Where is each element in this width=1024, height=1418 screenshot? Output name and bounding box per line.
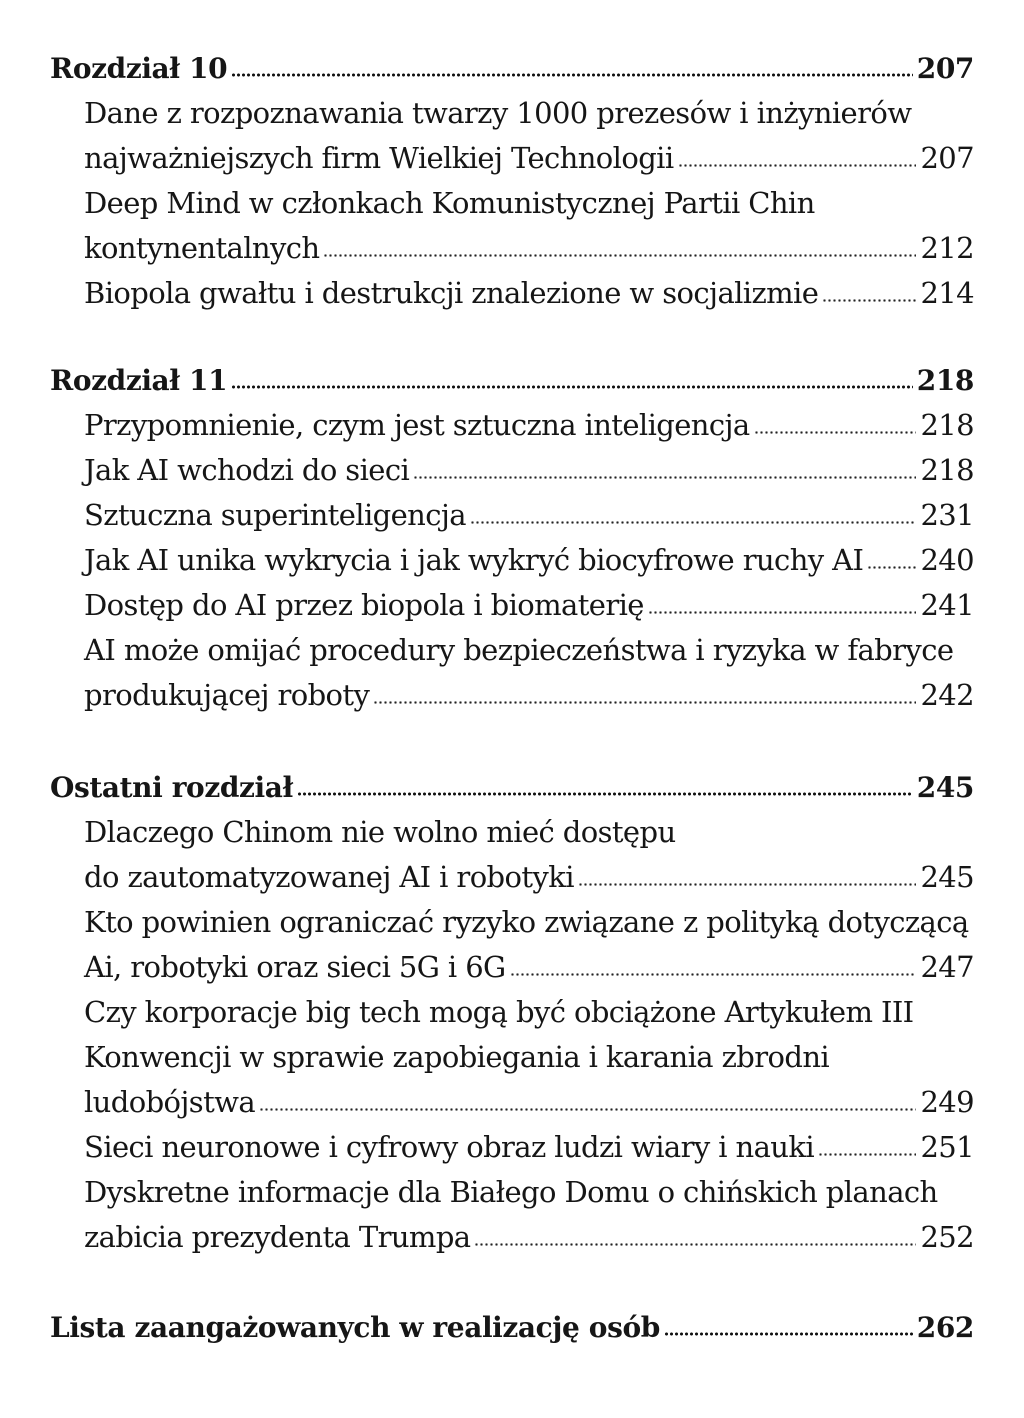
toc-entry[interactable] xyxy=(50,900,974,990)
dot-leader xyxy=(413,476,916,479)
dot-leader xyxy=(323,254,916,257)
entry-line xyxy=(50,448,974,493)
entry-line xyxy=(50,91,974,136)
entry-line xyxy=(50,538,974,583)
chapter-page-number: 262 xyxy=(916,1311,974,1344)
entry-text: Dane z rozpoznawania twarzy 1000 prezesów i inżynierów xyxy=(84,96,912,130)
chapter-title: Ostatni rozdział xyxy=(50,771,293,804)
entry-page-number: 245 xyxy=(920,860,974,894)
entry-page-number: 241 xyxy=(920,588,974,622)
entry-text: Sztuczna superinteligencja xyxy=(84,498,466,532)
entry-line xyxy=(50,583,974,628)
toc-entry[interactable] xyxy=(50,403,974,448)
entry-text: Czy korporacje big tech mogą być obciążone Artykułem III xyxy=(84,995,914,1029)
toc-entry[interactable] xyxy=(50,91,974,181)
entry-text: Przypomnienie, czym jest sztuczna inteligencja xyxy=(84,408,750,442)
toc-entry[interactable] xyxy=(50,1125,974,1170)
entry-line xyxy=(50,945,974,990)
entry-line xyxy=(50,1080,974,1125)
entry-line xyxy=(50,673,974,718)
dot-leader xyxy=(678,164,917,167)
entry-text: kontynentalnych xyxy=(84,231,320,265)
dot-leader xyxy=(470,521,916,524)
dot-leader xyxy=(754,431,917,434)
entry-line xyxy=(50,136,974,181)
toc-entry[interactable] xyxy=(50,493,974,538)
entry-line xyxy=(50,1125,974,1170)
chapter-heading[interactable] xyxy=(50,358,974,403)
entry-line xyxy=(50,1170,974,1215)
dot-leader xyxy=(867,566,916,569)
entry-page-number: 242 xyxy=(920,678,974,712)
chapter-title: Lista zaangażowanych w realizację osób xyxy=(50,1311,660,1344)
chapter-page-number: 207 xyxy=(916,52,974,85)
dot-leader xyxy=(578,883,917,886)
dot-leader xyxy=(259,1108,916,1111)
last-chapter-section xyxy=(50,765,974,1260)
entry-line xyxy=(50,1035,974,1080)
entry-text: do zautomatyzowanej AI i robotyki xyxy=(84,860,574,894)
dot-leader xyxy=(373,701,916,704)
entry-text: Deep Mind w członkach Komunistycznej Partii Chin xyxy=(84,186,815,220)
entry-page-number: 231 xyxy=(920,498,974,532)
entry-line xyxy=(50,403,974,448)
toc-entry[interactable] xyxy=(50,1170,974,1260)
entry-page-number: 240 xyxy=(920,543,974,577)
dot-leader xyxy=(818,1153,916,1156)
chapter-heading[interactable] xyxy=(50,765,974,810)
chapter-title: Rozdział 11 xyxy=(50,364,228,397)
entry-line xyxy=(50,1215,974,1260)
toc-entry[interactable] xyxy=(50,181,974,271)
chapter-11-section xyxy=(50,358,974,718)
entry-text: najważniejszych firm Wielkiej Technologii xyxy=(84,141,674,175)
entry-text: Biopola gwałtu i destrukcji znalezione w socjalizmie xyxy=(84,276,819,310)
entry-page-number: 218 xyxy=(920,408,974,442)
entry-line xyxy=(50,900,974,945)
entry-page-number: 212 xyxy=(920,231,974,265)
entry-page-number: 207 xyxy=(920,141,974,175)
dot-leader xyxy=(664,1332,913,1336)
dot-leader xyxy=(474,1243,916,1246)
credits-section xyxy=(50,1305,974,1350)
toc-entry[interactable] xyxy=(50,810,974,900)
chapter-page-number: 245 xyxy=(916,771,974,804)
entry-page-number: 251 xyxy=(920,1130,974,1164)
toc-entry[interactable] xyxy=(50,628,974,718)
chapter-10-section xyxy=(50,46,974,316)
toc-entry[interactable] xyxy=(50,583,974,628)
entry-text: Sieci neuronowe i cyfrowy obraz ludzi wiary i nauki xyxy=(84,1130,815,1164)
chapter-page-number: 218 xyxy=(916,364,974,397)
entry-text: produkującej roboty xyxy=(84,678,370,712)
entry-line xyxy=(50,628,974,673)
entry-page-number: 249 xyxy=(920,1085,974,1119)
entry-text: zabicia prezydenta Trumpa xyxy=(84,1220,471,1254)
chapter-heading[interactable] xyxy=(50,46,974,91)
entry-line xyxy=(50,493,974,538)
entry-page-number: 247 xyxy=(920,950,974,984)
dot-leader xyxy=(822,299,916,302)
entry-line xyxy=(50,810,974,855)
entry-text: Ai, robotyki oraz sieci 5G i 6G xyxy=(84,950,506,984)
entry-text: AI może omijać procedury bezpieczeństwa i ryzyka w fabryce xyxy=(84,633,954,667)
entry-text: Dlaczego Chinom nie wolno mieć dostępu xyxy=(84,815,676,849)
entry-line xyxy=(50,271,974,316)
entry-page-number: 214 xyxy=(920,276,974,310)
dot-leader xyxy=(231,73,913,77)
toc-entry[interactable] xyxy=(50,448,974,493)
entry-page-number: 218 xyxy=(920,453,974,487)
entry-text: Kto powinien ograniczać ryzyko związane z polityką dotyczącą xyxy=(84,905,969,939)
chapter-heading[interactable] xyxy=(50,1305,974,1350)
entry-text: Dyskretne informacje dla Białego Domu o chińskich planach xyxy=(84,1175,938,1209)
entry-text: Dostęp do AI przez biopola i biomaterię xyxy=(84,588,644,622)
chapter-title: Rozdział 10 xyxy=(50,52,228,85)
entry-line xyxy=(50,855,974,900)
entry-line xyxy=(50,226,974,271)
dot-leader xyxy=(648,611,917,614)
entry-text: Jak AI wchodzi do sieci xyxy=(84,453,410,487)
entry-line xyxy=(50,990,974,1035)
entry-page-number: 252 xyxy=(920,1220,974,1254)
entry-line xyxy=(50,181,974,226)
entry-text: Konwencji w sprawie zapobiegania i karania zbrodni xyxy=(84,1040,830,1074)
dot-leader xyxy=(297,792,913,796)
dot-leader xyxy=(510,973,917,976)
toc-entry[interactable] xyxy=(50,538,974,583)
entry-text: ludobójstwa xyxy=(84,1085,256,1119)
dot-leader xyxy=(231,385,913,389)
toc-entry[interactable] xyxy=(50,271,974,316)
entry-text: Jak AI unika wykrycia i jak wykryć biocyfrowe ruchy AI xyxy=(84,543,864,577)
toc-entry[interactable] xyxy=(50,990,974,1125)
